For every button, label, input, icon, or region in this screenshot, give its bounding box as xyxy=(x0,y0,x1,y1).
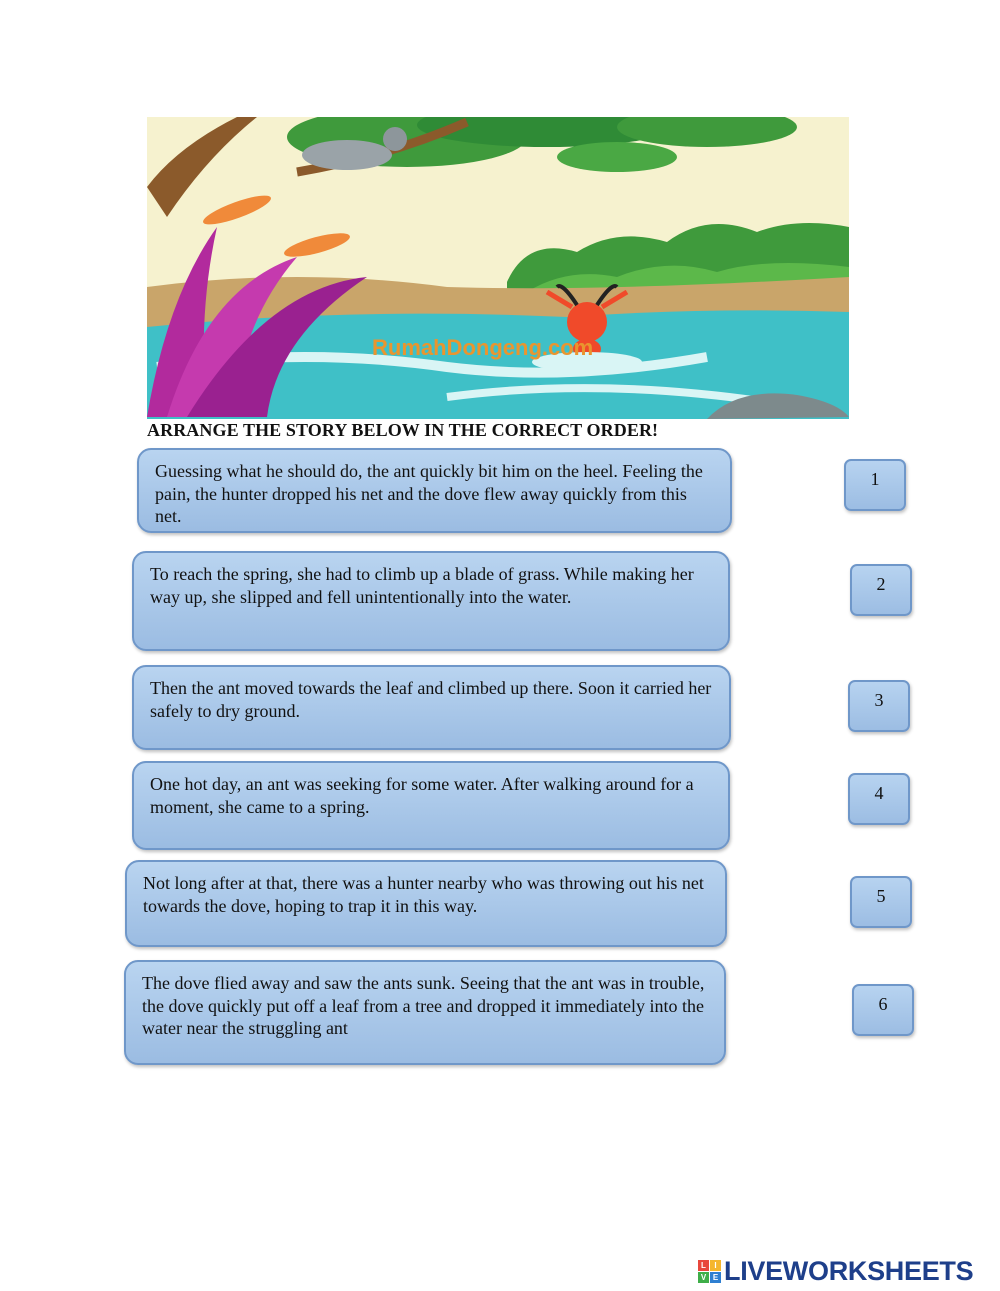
story-box-2[interactable]: To reach the spring, she had to climb up a blade of grass. While making her way up, she slipped and fell unintentionally into the water. xyxy=(132,551,730,651)
ant-and-dove-picture xyxy=(147,117,849,419)
logo-icon: L I V E xyxy=(698,1260,721,1283)
logo-text: LIVEWORKSHEETS xyxy=(724,1255,974,1286)
story-box-3[interactable]: Then the ant moved towards the leaf and climbed up there. Soon it carried her safely to dry ground. xyxy=(132,665,731,750)
number-box-2[interactable]: 2 xyxy=(850,564,912,616)
story-illustration xyxy=(147,117,849,419)
number-box-5[interactable]: 5 xyxy=(850,876,912,928)
liveworksheets-logo xyxy=(698,1256,973,1286)
story-box-5[interactable]: Not long after at that, there was a hunter nearby who was throwing out his net towards the dove, hoping to trap it in this way. xyxy=(125,860,727,947)
number-box-1[interactable]: 1 xyxy=(844,459,906,511)
number-box-4[interactable]: 4 xyxy=(848,773,910,825)
story-box-1[interactable]: Guessing what he should do, the ant quickly bit him on the heel. Feeling the pain, the hunter dropped his net and the dove flew away quickly from this net. xyxy=(137,448,732,533)
instruction-heading: ARRANGE THE STORY BELOW IN THE CORRECT ORDER! xyxy=(147,420,659,440)
story-box-6[interactable]: The dove flied away and saw the ants sunk. Seeing that the ant was in trouble, the dove quickly put off a leaf from a tree and dropped it immediately into the water near the struggling ant xyxy=(124,960,726,1065)
number-box-6[interactable]: 6 xyxy=(852,984,914,1036)
story-box-4[interactable]: One hot day, an ant was seeking for some water. After walking around for a moment, she came to a spring. xyxy=(132,761,730,850)
dove xyxy=(302,140,392,170)
number-box-3[interactable]: 3 xyxy=(848,680,910,732)
watermark: RumahDongeng.com xyxy=(372,335,594,360)
